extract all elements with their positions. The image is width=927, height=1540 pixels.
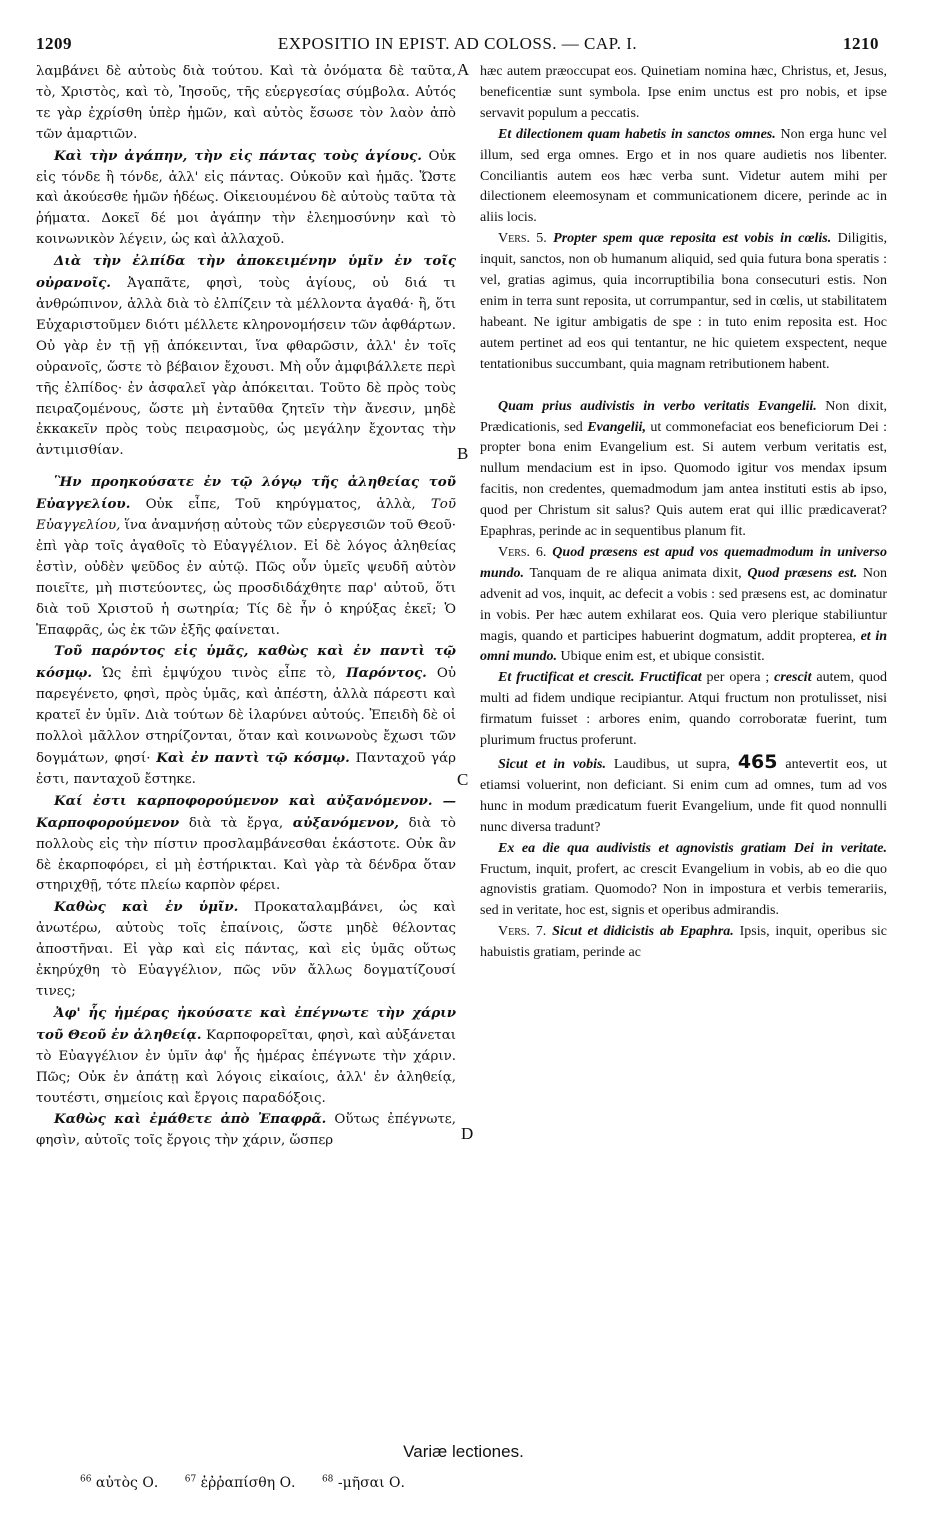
lemma: Ἣν προηκούσατε ἐν τῷ λόγῳ τῆς ἀληθείας τοῦ Εὐαγγελίου. <box>36 474 456 513</box>
verse-number: Vers. 7. <box>498 924 547 940</box>
greek-paragraph: λαμβάνει δὲ αὐτοὺς διὰ τούτου. Καὶ τὰ ὀνόματα δὲ ταῦτα, τὸ, Χριστὸς, καὶ τὸ, Ἰησοῦς, τῆς εὐεργεσίας σύμβολα. Αὐτός τε γὰρ ἐχρίσθη ὑπὲρ ἡμῶν, καὶ αὐτὸς ἔσωσε τὸν λαὸν ἀπὸ τῶν ἁμαρτιῶν. <box>36 64 456 142</box>
lemma: Καθὼς καὶ ἐμάθετε ἀπὸ Ἐπαφρᾶ. <box>54 1111 327 1128</box>
lemma: Propter spem quæ reposita est vobis in cœlis. <box>553 231 832 247</box>
lemma: Et dilectionem quam habetis in sanctos omnes. <box>498 126 776 142</box>
latin-paragraph: Vers. 7. Sicut et didicistis ab Epaphra. Ipsis, inquit, operibus sic habuistis gratiam, perinde ac <box>480 924 887 961</box>
lemma: Τοῦ παρόντος εἰς ὑμᾶς, καθὼς καὶ ἐν παντὶ τῷ κόσμῳ. <box>36 643 456 682</box>
variant-note: $^{68}$ -μῆσαι Ο. <box>321 1474 405 1491</box>
lemma: Ἀφ' ἧς ἡμέρας ἠκούσατε καὶ ἐπέγνωτε τὴν χάριν τοῦ Θεοῦ ἐν ἀληθείᾳ. <box>36 1004 456 1043</box>
greek-paragraph: Τοῦ παρόντος εἰς ὑμᾶς, καθὼς καὶ ἐν παντὶ τῷ κόσμῳ. Ὡς ἐπὶ ἐμψύχου τινὸς εἶπε τὸ, Παρόντος. Οὐ παρεγένετο, φησὶ, πρὸς ὑμᾶς, καὶ ἀπέστη, ἀλλὰ πάρεστι καὶ κρατεῖ ἐν ὑμῖν. Διὰ τούτων δὲ ἱλαρύνει αὐτούς. Ἐπειδὴ δὲ οἱ πολλοὶ μᾶλλον στηρίζονται, ὅταν καὶ κοινωνοὺς ἔχωσι τῶν δογμάτων, φησί· Καὶ ἐν παντὶ τῷ κόσμῳ. Πανταχοῦ γάρ ἐστι, πανταχοῦ ἔστηκε. <box>36 643 456 787</box>
greek-paragraph: Καί ἐστι καρποφορούμενον καὶ αὐξανόμενον. —Καρποφορούμενον διὰ τὰ ἔργα, αὐξανόμενον, διὰ τὸ πολλοὺς εἰς τὴν πίστιν προσλαμβάνεσθαι ἑκάστοτε. Οὐκ ἂν δὲ ἐκαρποφόρει, εἰ μὴ ἐστήρικται. Καὶ γὰρ τὰ δένδρα ὅταν στηριχθῇ, τότε πλείω καρπὸν φέρει. <box>36 792 456 894</box>
greek-paragraph: Καθὼς καὶ ἐμάθετε ἀπὸ Ἐπαφρᾶ. Οὕτως ἐπέγνωτε, φησὶν, αὐτοῖς τοῖς ἔργοις τὴν χάριν, ὥσπερ <box>36 1111 456 1149</box>
lemma: Ex ea die qua audivistis et agnovistis gratiam Dei in veritate. <box>498 840 887 856</box>
lemma: Καθὼς καὶ ἐν ὑμῖν. <box>54 899 239 916</box>
migne-column-number: 465 <box>737 751 778 773</box>
page-number-left: 1209 <box>36 34 72 53</box>
lemma: Καὶ τὴν ἀγάπην, τὴν εἰς πάντας τοὺς ἁγίους. <box>54 147 422 164</box>
lemma: Διὰ τὴν ἐλπίδα τὴν ἀποκειμένην ὑμῖν ἐν τοῖς οὐρανοῖς. <box>36 253 456 292</box>
greek-paragraph: Διὰ τὴν ἐλπίδα τὴν ἀποκειμένην ὑμῖν ἐν τοῖς οὐρανοῖς. Ἀγαπᾶτε, φησὶ, τοὺς ἁγίους, οὐ διά τι ἀνθρώπινον, ἀλλὰ διὰ τὸ ἐλπίζειν τὰ μέλλοντα ἀγαθά· ἢ, ὅτι Εὐχαριστοῦμεν διότι μέλλετε κληρονομήσειν τῶν ἀφθάρτων. Οὐ γὰρ ἐν τῇ γῇ ἀπόκεινται, ἵνα φθαρῶσιν, ἀλλ' ἐν τοῖς οὐρανοῖς, ὥστε τὸ βέβαιον ἔχουσι. Μὴ οὖν ἀμφιβάλλετε περὶ τῆς ἐλπίδος· ἐν ἀσφαλεῖ γὰρ ἀπόκειται. Τοῦτο δὲ πρὸς τοὺς πειραζομένους, ὥστε μὴ ἐνταῦθα ζητεῖν τὴν ἄνεσιν, μηδὲ ἐκκακεῖν πρὸς τοὺς πειρασμοὺς, ὡς μεγάλην ἔχοντας τὴν ἀντιμισθίαν. <box>36 253 456 459</box>
section-marker-a: A <box>457 60 470 79</box>
lemma: Καί ἐστι καρποφορούμενον καὶ αὐξανόμενον. <box>54 792 433 809</box>
variae-lectiones-notes <box>80 1474 840 1491</box>
verse-number: Vers. 5. <box>498 231 547 247</box>
lemma: Sicut et in vobis. <box>498 757 606 772</box>
greek-column <box>36 62 456 1407</box>
latin-paragraph: Vers. 5. Propter spem quæ reposita est vobis in cœlis. Diligitis, inquit, sanctos, non ob humanum aliquid, sed quia futura bona speratis : vel, gratias agimus, quia incorruptibilia bona consecuturi estis. Non enim in terra sunt reposita, ut corrumpantur, sed in cœlis, ut stabilitatem habeant. Ne igitur ambigatis de spe : in tuto enim reposita est. Hoc autem pertinet ad eos qui tentantur, ne hic quietem exspectent, neque tentationibus succumbant, quia magnam retributionem habent. <box>480 231 887 372</box>
greek-paragraph: Ἣν προηκούσατε ἐν τῷ λόγῳ τῆς ἀληθείας τοῦ Εὐαγγελίου. Οὐκ εἶπε, Τοῦ κηρύγματος, ἀλλὰ, Τοῦ Εὐαγγελίου, ἵνα ἀναμνήσῃ αὐτοὺς τῶν εὐεργεσιῶν τοῦ Θεοῦ· ἐπὶ γὰρ τοῖς ἀγαθοῖς τὸ Εὐαγγέλιον. Εἰ δὲ λόγος ἀληθείας ἐστὶν, οὐδὲν ψεῦδος ἐν αὐτῷ. Πῶς οὖν ὑμεῖς ψευδῆ αὐτὸν ποιεῖτε, μὴ πιστεύοντες, ὡς προσδιδάχθητε παρ' αὐτοῦ, ὅτι διὰ τοῦ Χριστοῦ ἡ σωτηρία; Τίς δὲ ἦν ὁ κηρύξας ἐκεῖ; Ὁ Ἐπαφρᾶς, ὡς ἐκ τῶν ἑξῆς φαίνεται. <box>36 474 456 638</box>
greek-paragraph: Ἀφ' ἧς ἡμέρας ἠκούσατε καὶ ἐπέγνωτε τὴν χάριν τοῦ Θεοῦ ἐν ἀληθείᾳ. Καρποφορεῖται, φησὶ, καὶ αὐξάνεται τὸ Εὐαγγέλιον ἐν ὑμῖν ἀφ' ἧς ἡμέρας ἐπέγνωτε τὴν χάριν. Πῶς; Οὐκ ἐν ἀπάτῃ καὶ λόγοις εἰκαίοις, ἀλλ' ἐν ἀληθείᾳ, τουτέστι, σημείοις καὶ ἔργοις παραδόξοις. <box>36 1004 456 1106</box>
variant-note: $^{66}$ αὐτὸς Ο. <box>80 1474 159 1491</box>
greek-paragraph: Καὶ τὴν ἀγάπην, τὴν εἰς πάντας τοὺς ἁγίους. Οὐκ εἰς τόνδε ἢ τόνδε, ἀλλ' εἰς πάντας. Οὐκοῦν καὶ ἡμᾶς. Ὥστε καὶ ἀκούεσθε ἡμῶν ἡδέως. Οἰκειουμένου δὲ αὐτοὺς ταῦτα τὰ ῥήματα. Δοκεῖ δέ μοι ἀγάπην τὴν ἐλεημοσύνην καὶ τὸ κοινωνικὸν λέγειν, ὡς καὶ ἀλλαχοῦ. <box>36 147 456 248</box>
latin-paragraph: hæc autem præoccupat eos. Quinetiam nomina hæc, Christus, et, Jesus, beneficentiæ sunt symbola. Ipse enim unctus est pro nobis, et ipse servavit populum a peccatis. <box>480 64 887 121</box>
greek-paragraph: Καθὼς καὶ ἐν ὑμῖν. Προκαταλαμβάνει, ὡς καὶ ἀνωτέρω, αὐτοὺς τοῖς ἐπαίνοις, ὥστε μηδὲ θέλοντας ἀποστῆναι. Εἰ γὰρ καὶ εἰς πάντας, καὶ εἰς ὑμᾶς οὕτως ἐκηρύχθη τὸ Εὐαγγέλιον, πῶς νῦν ἄλλως δογματίζουσί τινες; <box>36 899 456 999</box>
variant-note: $^{67}$ ἐῤῥαπίσθη Ο. <box>184 1474 296 1491</box>
lemma: Et fructificat et crescit. <box>498 670 635 686</box>
running-title: EXPOSITIO IN EPIST. AD COLOSS. — CAP. I. <box>277 34 638 53</box>
latin-paragraph: Sicut et in vobis. Laudibus, ut supra, 465 antevertit eos, ut etiamsi voluerint, non deficiant. Si enim cum ad omnes, tum ad vos hunc in modum prædicatum fuerit Evangelium, unde fit quod nonnulli nunc diversa tradunt? <box>480 751 887 835</box>
variae-lectiones-title: Variæ lectiones. <box>403 1442 524 1461</box>
verse-number: Vers. 6. <box>498 544 547 560</box>
latin-paragraph: Ex ea die qua audivistis et agnovistis gratiam Dei in veritate. Fructum, inquit, profert, ac crescit Evangelium in vobis, ab eo die quo agnovistis gratiam. Quomodo? Non in impostura et verbis temerariis, sed in veritate, hoc est, signis et operibus admirandis. <box>480 840 887 919</box>
latin-paragraph: Et fructificat et crescit. Fructificat per opera ; crescit autem, quod multi ad fidem undique recipiantur. Atqui fructum non protulisset, nisi firmatum fuisset : arbores enim, quando corroboratæ fuerint, tum plurimum fructus proferunt. <box>480 670 887 749</box>
section-marker-b: B <box>457 444 469 463</box>
lemma: Quam prius audivistis in verbo veritatis Evangelii. <box>498 398 817 414</box>
lemma: Quod præsens est apud vos quemadmodum in universo mundo. <box>480 544 887 581</box>
section-marker-c: C <box>457 770 469 789</box>
latin-paragraph: Quam prius audivistis in verbo veritatis Evangelii. Non dixit, Prædicationis, sed Evangelii, ut commonefaciat eos beneficiorum Dei : propter bona enim Evangelium est. Si autem verbum veritatis est, nullum mendacium est in ipso. Quomodo igitur vos mendax ipsum facitis, non credentes, quemadmodum jam antea instituti estis ab ipso, quod per Christum sit salus? Quis autem erat qui illic prædicaverat? Epaphras, perinde ac in sequentibus planum fit. <box>480 398 887 540</box>
latin-paragraph: Vers. 6. Quod præsens est apud vos quemadmodum in universo mundo. Tanquam de re aliqua animata dixit, Quod præsens est. Non advenit ad vos, inquit, ac defecit a vobis : sed præsens est, ac dominatur in vobis. Per hæc autem exhilarat eos. Quia vero plerique stabiliuntur magis, quando et participes habuerint dogmatum, addit propterea, et in omni mundo. Ubique enim est, et ubique consistit. <box>480 544 887 665</box>
running-header <box>36 34 879 56</box>
latin-column <box>480 62 887 1407</box>
page-number-right: 1210 <box>843 34 879 53</box>
latin-paragraph: Et dilectionem quam habetis in sanctos omnes. Non erga hunc vel illum, sed erga omnes. Ergo et in nos quare audietis nos libenter. Conciliantis autem eos hæc verba sunt. Videtur autem mihi per dilectionem eleemosynam et communicationem dicere, perinde ac in aliis locis. <box>480 126 887 226</box>
section-marker-d: D <box>461 1124 474 1143</box>
lemma: Sicut et didicistis ab Epaphra. <box>552 924 734 940</box>
